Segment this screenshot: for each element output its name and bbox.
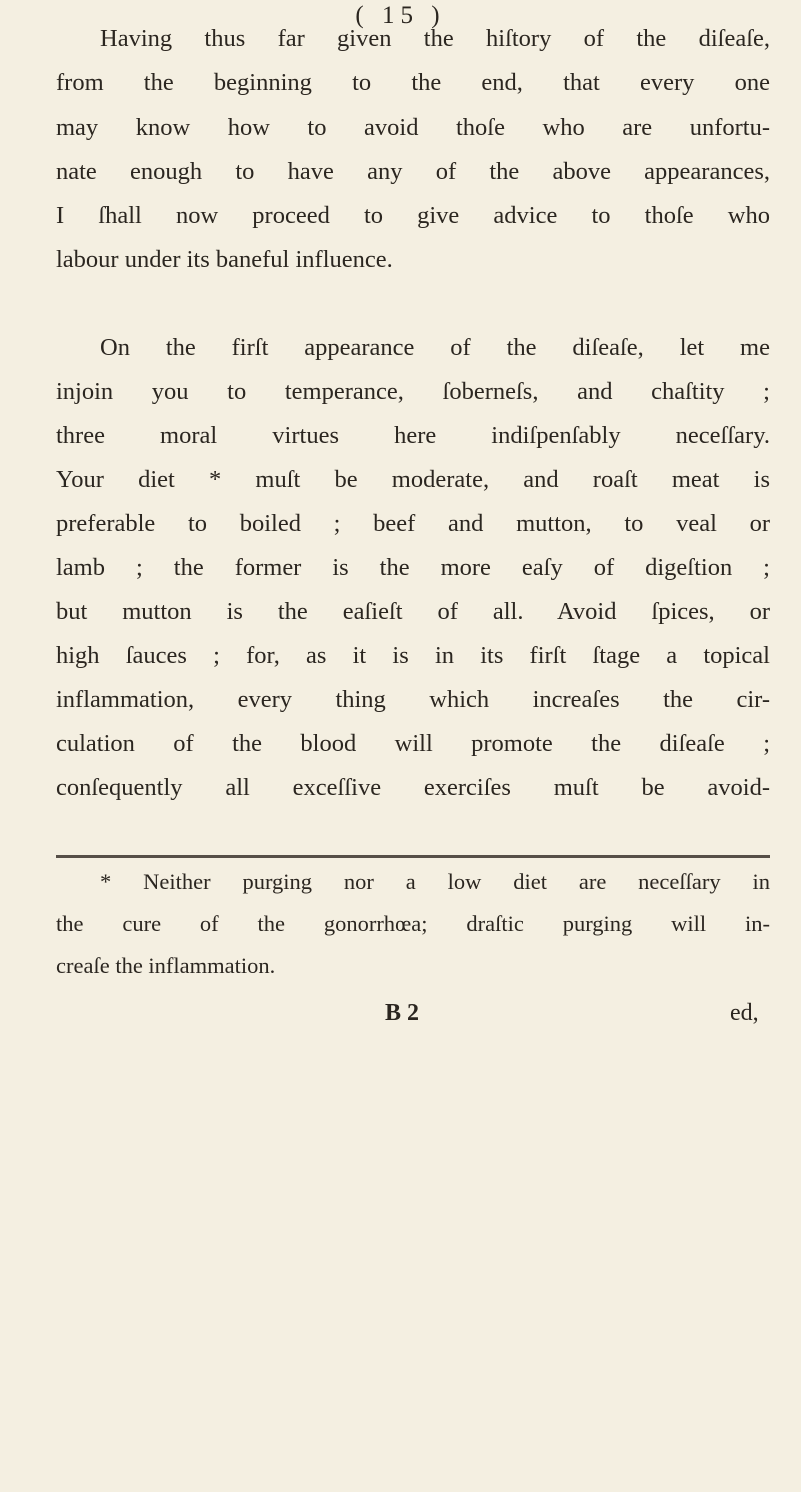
signature-mark: B 2 [385,1000,420,1026]
text-line: I ſhall now proceed to give advice to thoſe who [56,202,770,229]
text-line: conſequently all exceſſive exerciſes muſt be avoid- [56,774,770,801]
page-number: ( 15 ) [355,2,446,29]
text-line: lamb ; the former is the more eaſy of digeſtion ; [56,554,770,581]
catchword: ed, [730,1000,759,1026]
text-line: three moral virtues here indiſpenſably neceſſary. [56,422,770,449]
text-line: culation of the blood will promote the diſeaſe ; [56,730,770,757]
text-line: may know how to avoid thoſe who are unfortu- [56,114,770,141]
text-line: but mutton is the eaſieſt of all. Avoid ſpices, or [56,598,770,625]
text-line: high ſauces ; for, as it is in its firſt ſtage a topical [56,642,770,669]
footnote-divider [56,855,770,858]
text-line: On the firſt appearance of the diſeaſe, let me [100,334,770,361]
footnote-line: the cure of the gonorrhœa; draſtic purging will in- [56,911,770,936]
text-line: from the beginning to the end, that every one [56,69,770,96]
text-line: Having thus far given the hiſtory of the diſeaſe, [100,25,770,52]
text-line: Your diet * muſt be moderate, and roaſt meat is [56,466,770,493]
text-line: preferable to boiled ; beef and mutton, to veal or [56,510,770,537]
text-line: nate enough to have any of the above appearances, [56,158,770,185]
text-line: inflammation, every thing which increaſes the cir- [56,686,770,713]
text-line: injoin you to temperance, ſoberneſs, and chaſtity ; [56,378,770,405]
footnote-line: creaſe the inflammation. [56,953,276,978]
footnote-line: * Neither purging nor a low diet are neceſſary in [100,869,770,894]
text-line: labour under its baneful influence. [56,246,393,273]
